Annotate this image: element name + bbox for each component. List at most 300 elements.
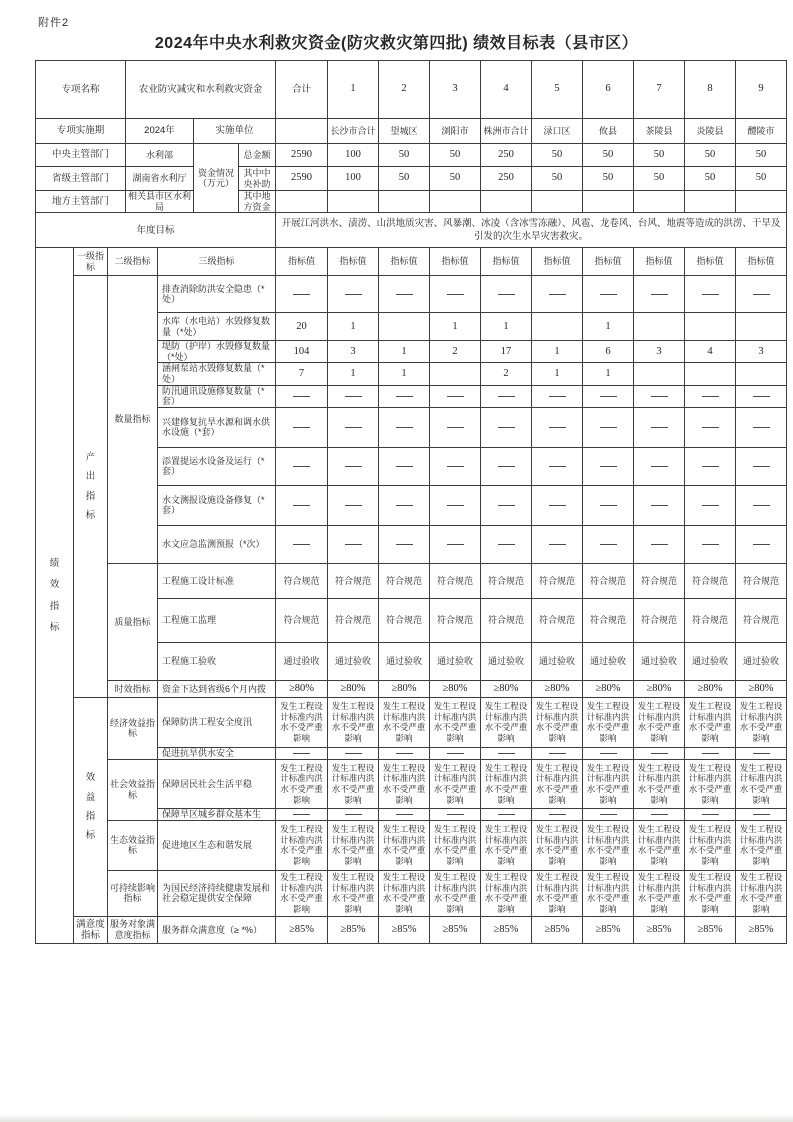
indicator-value-col9: 发生工程设计标准内洪水不受严重影响 — [736, 870, 787, 916]
indicator-value-col9 — [736, 407, 787, 447]
indicator-value-col5: 发生工程设计标准内洪水不受严重影响 — [532, 697, 583, 747]
indicator-value-col2: 发生工程设计标准内洪水不受严重影响 — [379, 697, 430, 747]
dash-placeholder — [345, 396, 362, 397]
indicator-value-col6: 1 — [583, 363, 634, 385]
indicator-value-col2 — [379, 407, 430, 447]
indicator-value-col5: 符合规范 — [532, 598, 583, 642]
indicator-value-col5 — [532, 407, 583, 447]
dept-value: 相关县市区水利局 — [126, 191, 194, 213]
indicator-value-col2 — [379, 808, 430, 820]
dash-placeholder — [293, 466, 310, 467]
indicator-value-col5: 1 — [532, 363, 583, 385]
indicator-value-col8 — [685, 808, 736, 820]
indicator-value-col6: ≥85% — [583, 916, 634, 943]
dash-placeholder — [293, 544, 310, 545]
indicator-row — [36, 697, 787, 747]
dash-placeholder — [702, 814, 719, 815]
indicator-table — [35, 247, 787, 944]
indicator-value-col2: 符合规范 — [379, 563, 430, 598]
indicator-value-col9 — [736, 747, 787, 759]
dept-value: 湖南省水利厅 — [126, 167, 194, 191]
indicator-value-col0: 通过验收 — [276, 642, 328, 680]
indicator-value-col0 — [276, 747, 328, 759]
dash-placeholder — [447, 427, 464, 428]
indicator-value-col3 — [430, 525, 481, 563]
indicator-value-col7: ≥85% — [634, 916, 685, 943]
indicator-value-col6 — [583, 525, 634, 563]
indicator-value-col4: 发生工程设计标准内洪水不受严重影响 — [481, 759, 532, 808]
level3-indicator-label: 工程施工监理 — [158, 598, 276, 642]
total-column-header: 合计 — [276, 61, 328, 119]
dash-placeholder — [293, 814, 310, 815]
indicator-value-col8 — [685, 407, 736, 447]
indicator-value-col3: 发生工程设计标准内洪水不受严重影响 — [430, 820, 481, 870]
indicator-value-col5: 发生工程设计标准内洪水不受严重影响 — [532, 870, 583, 916]
dash-placeholder — [600, 427, 617, 428]
funding-value-col6: 50 — [583, 144, 634, 167]
indicator-value-col0: 20 — [276, 313, 328, 341]
performance-indicator-side-label: 绩 效 指 标 — [36, 248, 74, 944]
column-number-3: 3 — [430, 61, 481, 119]
dash-placeholder — [600, 814, 617, 815]
level2-cell: 数量指标 — [108, 276, 158, 564]
level3-indicator-label: 保障防洪工程安全度汛 — [158, 697, 276, 747]
dash-placeholder — [549, 814, 566, 815]
funding-value-col8: 50 — [685, 144, 736, 167]
dash-placeholder — [396, 466, 413, 467]
indicator-value-col3 — [430, 808, 481, 820]
dash-placeholder — [549, 544, 566, 545]
indicator-value-col0: 符合规范 — [276, 563, 328, 598]
indicator-value-col4 — [481, 485, 532, 525]
indicator-value-col3 — [430, 276, 481, 313]
dash-placeholder — [498, 396, 515, 397]
dash-placeholder — [293, 505, 310, 506]
dash-placeholder — [600, 396, 617, 397]
indicator-value-col2 — [379, 447, 430, 485]
funding-value-col6 — [583, 191, 634, 213]
indicator-value-col8: 发生工程设计标准内洪水不受严重影响 — [685, 697, 736, 747]
indicator-value-col7 — [634, 808, 685, 820]
dash-placeholder — [293, 294, 310, 295]
region-header-4: 株洲市合计 — [481, 119, 532, 144]
indicator-value-col2: 发生工程设计标准内洪水不受严重影响 — [379, 820, 430, 870]
indicator-value-col7 — [634, 313, 685, 341]
column-number-1: 1 — [328, 61, 379, 119]
indicator-value-col3 — [430, 747, 481, 759]
indicator-value-col6 — [583, 385, 634, 407]
indicator-value-col9 — [736, 525, 787, 563]
indicator-value-col1: ≥80% — [328, 680, 379, 697]
indicator-value-col6: 6 — [583, 341, 634, 363]
indicator-value-col6 — [583, 747, 634, 759]
region-header-5: 渌口区 — [532, 119, 583, 144]
annual-goal-row — [36, 213, 787, 248]
indicator-value-col8: 发生工程设计标准内洪水不受严重影响 — [685, 759, 736, 808]
value-header-0: 指标值 — [276, 248, 328, 276]
level3-indicator-label: 促进抗旱供水安全 — [158, 747, 276, 759]
indicator-value-col8: 发生工程设计标准内洪水不受严重影响 — [685, 870, 736, 916]
region-header-6: 攸县 — [583, 119, 634, 144]
dash-placeholder — [447, 466, 464, 467]
indicator-value-col0 — [276, 447, 328, 485]
indicator-value-col7: 符合规范 — [634, 598, 685, 642]
dash-placeholder — [293, 427, 310, 428]
indicator-value-col6: 符合规范 — [583, 598, 634, 642]
level3-indicator-label: 服务群众满意度（≥ *%） — [158, 916, 276, 943]
dash-placeholder — [498, 544, 515, 545]
indicator-value-col1: 1 — [328, 363, 379, 385]
dash-placeholder — [600, 753, 617, 754]
indicator-value-col0: 发生工程设计标准内洪水不受严重影响 — [276, 759, 328, 808]
value-header-2: 指标值 — [379, 248, 430, 276]
indicator-value-col3 — [430, 407, 481, 447]
dash-placeholder — [345, 814, 362, 815]
indicator-row — [36, 563, 787, 598]
indicator-value-col2 — [379, 313, 430, 341]
indicator-value-col9 — [736, 385, 787, 407]
funding-value-col8: 50 — [685, 167, 736, 191]
funding-value-col5: 50 — [532, 144, 583, 167]
funding-total-value: 2590 — [276, 167, 328, 191]
indicator-value-col4: 通过验收 — [481, 642, 532, 680]
indicator-value-col2 — [379, 747, 430, 759]
dash-placeholder — [753, 814, 770, 815]
indicator-value-col1: 发生工程设计标准内洪水不受严重影响 — [328, 697, 379, 747]
indicator-value-col6 — [583, 485, 634, 525]
column-number-2: 2 — [379, 61, 430, 119]
indicator-value-col8 — [685, 313, 736, 341]
period-label: 专项实施期 — [36, 119, 126, 144]
funding-value-col9: 50 — [736, 167, 787, 191]
indicator-value-col5: 通过验收 — [532, 642, 583, 680]
indicator-value-col5 — [532, 485, 583, 525]
dash-placeholder — [753, 427, 770, 428]
dash-placeholder — [600, 544, 617, 545]
indicator-value-col1 — [328, 485, 379, 525]
dash-placeholder — [651, 396, 668, 397]
dash-placeholder — [498, 466, 515, 467]
dash-placeholder — [600, 505, 617, 506]
dash-placeholder — [753, 466, 770, 467]
level3-indicator-label: 水文应急监测预报（*次） — [158, 525, 276, 563]
dash-placeholder — [447, 753, 464, 754]
impl-unit-total-cell — [276, 119, 328, 144]
region-header-7: 茶陵县 — [634, 119, 685, 144]
indicator-row — [36, 759, 787, 808]
value-header-8: 指标值 — [685, 248, 736, 276]
indicator-value-col3 — [430, 363, 481, 385]
region-header-3: 浏阳市 — [430, 119, 481, 144]
indicator-value-col6: 1 — [583, 313, 634, 341]
level3-indicator-label: 水文测报设施设备修复（*套） — [158, 485, 276, 525]
level2-cell: 服务对象满意度指标 — [108, 916, 158, 943]
column-number-8: 8 — [685, 61, 736, 119]
level3-indicator-label: 工程施工设计标准 — [158, 563, 276, 598]
indicator-value-col0: 发生工程设计标准内洪水不受严重影响 — [276, 820, 328, 870]
indicator-value-col6: 发生工程设计标准内洪水不受严重影响 — [583, 697, 634, 747]
indicator-value-col8: ≥85% — [685, 916, 736, 943]
impl-unit-label: 实施单位 — [194, 119, 276, 144]
dash-placeholder — [753, 544, 770, 545]
department-row — [36, 191, 787, 213]
dept-label: 省级主管部门 — [36, 167, 126, 191]
level3-indicator-label: 保障旱区城乡群众基本生 — [158, 808, 276, 820]
indicator-value-col9: 发生工程设计标准内洪水不受严重影响 — [736, 759, 787, 808]
indicator-value-col9: 符合规范 — [736, 598, 787, 642]
dash-placeholder — [396, 753, 413, 754]
page-title: 2024年中央水利救灾资金(防灾救灾第四批) 绩效目标表（县市区） — [154, 35, 639, 52]
funding-value-col2 — [379, 191, 430, 213]
indicator-value-col0: 发生工程设计标准内洪水不受严重影响 — [276, 870, 328, 916]
funding-value-col2: 50 — [379, 144, 430, 167]
indicator-value-col4: 发生工程设计标准内洪水不受严重影响 — [481, 697, 532, 747]
indicator-value-col5 — [532, 313, 583, 341]
indicator-value-col0 — [276, 276, 328, 313]
funding-value-col1 — [328, 191, 379, 213]
indicator-value-col9 — [736, 485, 787, 525]
column-number-5: 5 — [532, 61, 583, 119]
level3-indicator-label: 资金下达到省级6个月内拨 — [158, 680, 276, 697]
indicator-value-col9 — [736, 313, 787, 341]
indicator-value-col8 — [685, 363, 736, 385]
level3-indicator-label: 兴建修复抗旱水源和调水供水设施（*套） — [158, 407, 276, 447]
dash-placeholder — [396, 294, 413, 295]
indicator-value-col0 — [276, 407, 328, 447]
indicator-value-col1: 发生工程设计标准内洪水不受严重影响 — [328, 759, 379, 808]
indicator-value-col1 — [328, 447, 379, 485]
indicator-value-col4: 发生工程设计标准内洪水不受严重影响 — [481, 820, 532, 870]
indicator-value-col2: 1 — [379, 341, 430, 363]
dash-placeholder — [498, 753, 515, 754]
indicator-value-col1: 符合规范 — [328, 563, 379, 598]
indicator-value-col5 — [532, 808, 583, 820]
indicator-value-col3: 符合规范 — [430, 563, 481, 598]
dash-placeholder — [651, 753, 668, 754]
indicator-value-col6: 发生工程设计标准内洪水不受严重影响 — [583, 820, 634, 870]
dash-placeholder — [498, 294, 515, 295]
indicator-value-col1: 3 — [328, 341, 379, 363]
indicator-value-col0: 发生工程设计标准内洪水不受严重影响 — [276, 697, 328, 747]
indicator-value-col7 — [634, 276, 685, 313]
dash-placeholder — [396, 814, 413, 815]
indicator-value-col2: 符合规范 — [379, 598, 430, 642]
indicator-value-col4 — [481, 385, 532, 407]
indicator-value-col5 — [532, 747, 583, 759]
dash-placeholder — [345, 544, 362, 545]
indicator-value-col7: 发生工程设计标准内洪水不受严重影响 — [634, 820, 685, 870]
indicator-value-col2: 发生工程设计标准内洪水不受严重影响 — [379, 759, 430, 808]
funding-value-col8 — [685, 191, 736, 213]
funding-row-label: 总金额 — [239, 144, 276, 167]
indicator-value-col9 — [736, 447, 787, 485]
funding-value-col9: 50 — [736, 144, 787, 167]
indicator-value-col5 — [532, 276, 583, 313]
dash-placeholder — [345, 466, 362, 467]
indicator-value-col4: 符合规范 — [481, 563, 532, 598]
indicator-value-col8: 发生工程设计标准内洪水不受严重影响 — [685, 820, 736, 870]
dash-placeholder — [702, 753, 719, 754]
level1-cell: 满意度指标 — [74, 916, 108, 943]
indicator-value-col0 — [276, 485, 328, 525]
column-number-9: 9 — [736, 61, 787, 119]
dash-placeholder — [447, 396, 464, 397]
dash-placeholder — [549, 427, 566, 428]
indicator-value-col4 — [481, 747, 532, 759]
funding-value-col7: 50 — [634, 167, 685, 191]
dash-placeholder — [549, 294, 566, 295]
period-value: 2024年 — [126, 119, 194, 144]
indicator-value-col3 — [430, 485, 481, 525]
dash-placeholder — [753, 753, 770, 754]
indicator-value-col4 — [481, 276, 532, 313]
indicator-value-col1: 发生工程设计标准内洪水不受严重影响 — [328, 870, 379, 916]
funding-value-col3: 50 — [430, 167, 481, 191]
indicator-value-col3: 符合规范 — [430, 598, 481, 642]
indicator-value-col4: 符合规范 — [481, 598, 532, 642]
indicator-value-col8: 符合规范 — [685, 563, 736, 598]
dash-placeholder — [293, 396, 310, 397]
dept-label: 中央主管部门 — [36, 144, 126, 167]
level3-indicator-label: 为国民经济持续健康发展和社会稳定提供安全保障 — [158, 870, 276, 916]
region-header-8: 炎陵县 — [685, 119, 736, 144]
indicator-value-col5 — [532, 385, 583, 407]
indicator-value-col7 — [634, 485, 685, 525]
indicator-value-col6: 发生工程设计标准内洪水不受严重影响 — [583, 759, 634, 808]
level2-cell: 社会效益指标 — [108, 759, 158, 820]
indicator-value-col5: 发生工程设计标准内洪水不受严重影响 — [532, 759, 583, 808]
level3-indicator-label: 排查消除防洪安全隐患（*处） — [158, 276, 276, 313]
implementation-row — [36, 119, 787, 144]
funding-value-col5: 50 — [532, 167, 583, 191]
dash-placeholder — [447, 294, 464, 295]
funding-value-col3 — [430, 191, 481, 213]
indicator-value-col3: 通过验收 — [430, 642, 481, 680]
level3-indicator-label: 涵闸泵站水毁修复数量（*处） — [158, 363, 276, 385]
indicator-value-col1 — [328, 808, 379, 820]
indicator-value-col4: 17 — [481, 341, 532, 363]
level2-cell: 可持续影响指标 — [108, 870, 158, 916]
dash-placeholder — [753, 505, 770, 506]
dash-placeholder — [396, 544, 413, 545]
indicator-value-col3: ≥80% — [430, 680, 481, 697]
indicator-value-col8: 通过验收 — [685, 642, 736, 680]
dash-placeholder — [600, 294, 617, 295]
indicator-value-col0: 符合规范 — [276, 598, 328, 642]
column-number-6: 6 — [583, 61, 634, 119]
column-number-7: 7 — [634, 61, 685, 119]
dash-placeholder — [345, 294, 362, 295]
dash-placeholder — [396, 427, 413, 428]
dash-placeholder — [600, 466, 617, 467]
indicator-value-col1: ≥85% — [328, 916, 379, 943]
indicator-value-col3: ≥85% — [430, 916, 481, 943]
funding-value-col9 — [736, 191, 787, 213]
dash-placeholder — [345, 505, 362, 506]
funding-value-col1: 100 — [328, 167, 379, 191]
dash-placeholder — [396, 505, 413, 506]
indicator-row — [36, 680, 787, 697]
dept-label: 地方主管部门 — [36, 191, 126, 213]
dash-placeholder — [753, 294, 770, 295]
indicator-value-col9 — [736, 808, 787, 820]
funding-value-col1: 100 — [328, 144, 379, 167]
dash-placeholder — [549, 466, 566, 467]
indicator-value-col8: 符合规范 — [685, 598, 736, 642]
indicator-value-col6 — [583, 447, 634, 485]
indicator-value-col5: 发生工程设计标准内洪水不受严重影响 — [532, 820, 583, 870]
indicator-value-col8 — [685, 447, 736, 485]
dash-placeholder — [447, 544, 464, 545]
indicator-value-col6: ≥80% — [583, 680, 634, 697]
region-header-2: 望城区 — [379, 119, 430, 144]
funding-status-label: 资金情况（万元） — [194, 144, 239, 213]
indicator-value-col9: 发生工程设计标准内洪水不受严重影响 — [736, 820, 787, 870]
level3-indicator-label: 保障居民社会生活平稳 — [158, 759, 276, 808]
column-number-4: 4 — [481, 61, 532, 119]
dash-placeholder — [651, 294, 668, 295]
indicator-value-col3 — [430, 447, 481, 485]
dash-placeholder — [447, 505, 464, 506]
tables-container — [35, 60, 787, 944]
level3-indicator-label: 水库（水电站）水毁修复数量（*处） — [158, 313, 276, 341]
level3-indicator-label: 工程施工验收 — [158, 642, 276, 680]
level2-cell: 生态效益指标 — [108, 820, 158, 870]
indicator-value-col7: 通过验收 — [634, 642, 685, 680]
indicator-row — [36, 276, 787, 313]
funding-row-label: 其中地方资金 — [239, 191, 276, 213]
level2-cell: 经济效益指标 — [108, 697, 158, 759]
indicator-value-col3 — [430, 385, 481, 407]
dash-placeholder — [345, 753, 362, 754]
value-header-3: 指标值 — [430, 248, 481, 276]
level1-cell: 产 出 指 标 — [74, 276, 108, 698]
indicator-value-col4: ≥80% — [481, 680, 532, 697]
funding-value-col7 — [634, 191, 685, 213]
funding-value-col7: 50 — [634, 144, 685, 167]
indicator-value-col6 — [583, 276, 634, 313]
indicator-value-col1: 1 — [328, 313, 379, 341]
indicator-value-col3: 发生工程设计标准内洪水不受严重影响 — [430, 697, 481, 747]
indicator-value-col4: 1 — [481, 313, 532, 341]
indicator-value-col9: 符合规范 — [736, 563, 787, 598]
level3-header: 三级指标 — [158, 248, 276, 276]
value-header-1: 指标值 — [328, 248, 379, 276]
indicator-value-col0 — [276, 385, 328, 407]
dash-placeholder — [293, 753, 310, 754]
indicator-value-col9: ≥80% — [736, 680, 787, 697]
funding-total-value — [276, 191, 328, 213]
indicator-value-col8: ≥80% — [685, 680, 736, 697]
indicator-value-col2: 1 — [379, 363, 430, 385]
indicator-value-col1 — [328, 525, 379, 563]
indicator-value-col8: 4 — [685, 341, 736, 363]
indicator-value-col6 — [583, 808, 634, 820]
level2-cell: 质量指标 — [108, 563, 158, 680]
funding-value-col2: 50 — [379, 167, 430, 191]
indicator-value-col1 — [328, 407, 379, 447]
indicator-value-col9: 3 — [736, 341, 787, 363]
indicator-value-col1: 通过验收 — [328, 642, 379, 680]
indicator-value-col2 — [379, 385, 430, 407]
indicator-value-col4: 发生工程设计标准内洪水不受严重影响 — [481, 870, 532, 916]
indicator-value-col5 — [532, 525, 583, 563]
dash-placeholder — [702, 427, 719, 428]
department-row — [36, 167, 787, 191]
dash-placeholder — [702, 544, 719, 545]
indicator-value-col8 — [685, 385, 736, 407]
value-header-7: 指标值 — [634, 248, 685, 276]
